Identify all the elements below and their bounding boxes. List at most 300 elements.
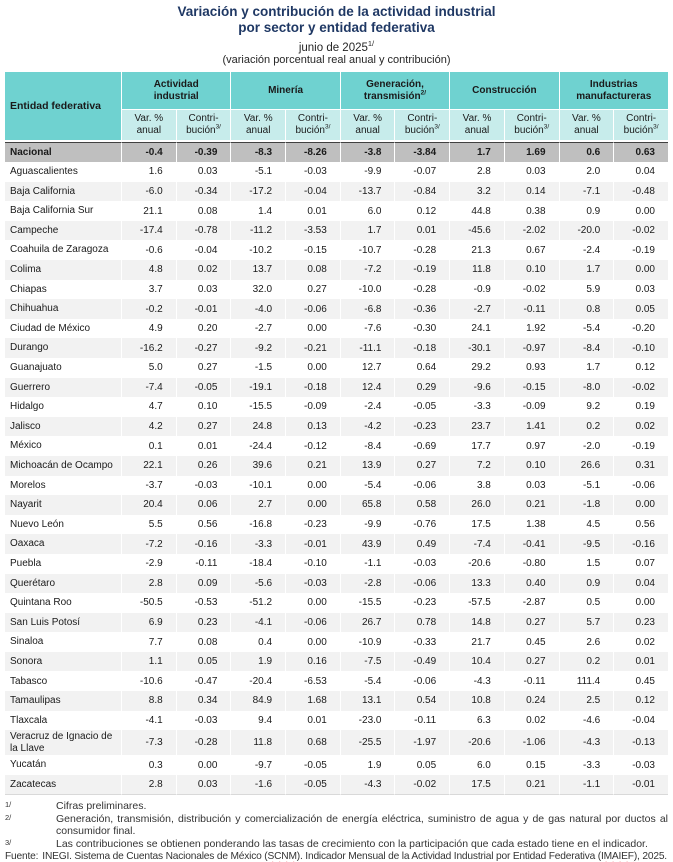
- value-cell: -0.03: [613, 755, 668, 775]
- value-cell: -3.53: [285, 221, 340, 241]
- entity-name: Tlaxcala: [10, 714, 48, 726]
- value-cell: -16.2: [121, 338, 176, 358]
- value-cell: -5.6: [230, 574, 285, 594]
- table-row: [5, 730, 668, 755]
- value-cell: 0.45: [613, 671, 668, 691]
- table-row: [5, 280, 668, 300]
- table-row: [5, 593, 668, 613]
- value-cell: 1.9: [340, 755, 395, 775]
- value-cell: -0.05: [394, 397, 449, 417]
- value-cell: -0.23: [394, 593, 449, 613]
- value-cell: -2.7: [230, 319, 285, 339]
- column-header-var-anual: Var. % anual: [121, 110, 176, 142]
- value-cell: 3.8: [449, 476, 504, 496]
- value-cell: -1.6: [230, 775, 285, 796]
- value-cell: -4.0: [230, 299, 285, 319]
- value-cell: 0.56: [176, 515, 231, 535]
- value-cell: -2.02: [504, 221, 559, 241]
- value-cell: -0.41: [504, 534, 559, 554]
- value-cell: -1.5: [230, 358, 285, 378]
- value-cell: -13.7: [340, 182, 395, 202]
- value-cell: 23.7: [449, 417, 504, 437]
- value-cell: -11.2: [230, 221, 285, 241]
- entity-name: Coahuila de Zaragoza: [10, 244, 109, 256]
- value-cell: 21.7: [449, 632, 504, 652]
- table-row: [5, 691, 668, 711]
- value-cell: 0.68: [285, 730, 340, 755]
- value-cell: -11.1: [340, 338, 395, 358]
- entity-name: Oaxaca: [5, 534, 121, 554]
- value-cell: -0.69: [394, 436, 449, 456]
- value-cell: -0.84: [394, 182, 449, 202]
- value-cell: 21.3: [449, 240, 504, 260]
- value-cell: 1.7: [449, 142, 504, 162]
- value-cell: 0.45: [504, 632, 559, 652]
- value-cell: 2.8: [449, 162, 504, 182]
- value-cell: -0.4: [121, 142, 176, 162]
- value-cell: 26.7: [340, 613, 395, 633]
- value-cell: -0.18: [285, 378, 340, 398]
- value-cell: -10.1: [230, 476, 285, 496]
- table-row: [5, 397, 668, 417]
- value-cell: -0.05: [176, 378, 231, 398]
- value-cell: -0.05: [285, 755, 340, 775]
- value-cell: 0.97: [504, 436, 559, 456]
- value-cell: 0.2: [559, 652, 614, 672]
- value-cell: 9.2: [559, 397, 614, 417]
- value-cell: 0.01: [394, 221, 449, 241]
- value-cell: -0.02: [613, 221, 668, 241]
- value-cell: 0.03: [613, 280, 668, 300]
- value-cell: -0.06: [285, 613, 340, 633]
- page-title-line2: por sector y entidad federativa: [238, 20, 435, 36]
- value-cell: 1.9: [230, 652, 285, 672]
- value-cell: 17.7: [449, 436, 504, 456]
- table-row: [5, 358, 668, 378]
- value-cell: -20.6: [449, 554, 504, 574]
- value-cell: 0.2: [559, 417, 614, 437]
- value-cell: 0.04: [613, 162, 668, 182]
- value-cell: -4.3: [449, 671, 504, 691]
- value-cell: 12.7: [340, 358, 395, 378]
- table-row: [5, 201, 668, 221]
- value-cell: -7.4: [121, 378, 176, 398]
- value-cell: -0.39: [176, 142, 231, 162]
- entity-name: Colima: [5, 260, 121, 280]
- value-cell: -4.3: [340, 775, 395, 796]
- value-cell: 0.34: [176, 691, 231, 711]
- value-cell: -0.18: [394, 338, 449, 358]
- value-cell: 0.05: [176, 652, 231, 672]
- value-cell: -0.16: [613, 534, 668, 554]
- value-cell: -0.80: [504, 554, 559, 574]
- group-header-mineria: Minería: [230, 72, 339, 110]
- value-cell: -0.03: [285, 162, 340, 182]
- value-cell: -0.20: [613, 319, 668, 339]
- table-row: [5, 456, 668, 476]
- value-cell: -0.01: [176, 299, 231, 319]
- value-cell: -0.03: [394, 554, 449, 574]
- value-cell: 1.7: [340, 221, 395, 241]
- value-cell: 0.6: [559, 142, 614, 162]
- value-cell: -0.12: [285, 436, 340, 456]
- value-cell: -8.26: [285, 142, 340, 162]
- value-cell: 0.21: [504, 495, 559, 515]
- value-cell: -0.34: [176, 182, 231, 202]
- column-header-var-anual: Var. % anual: [230, 110, 285, 142]
- source-text: INEGI. Sistema de Cuentas Nacionales de México (SCNM). Indicador Mensual de la Actividad Industrial por Entidad Federativa (IMAIEF), 2025.: [42, 850, 667, 862]
- value-cell: 24.8: [230, 417, 285, 437]
- entity-name: Quintana Roo: [10, 597, 72, 609]
- value-cell: -2.4: [559, 240, 614, 260]
- entity-name: Campeche: [5, 221, 121, 241]
- value-cell: 0.1: [121, 436, 176, 456]
- value-cell: -0.23: [285, 515, 340, 535]
- value-cell: 0.27: [176, 358, 231, 378]
- value-cell: 0.00: [613, 260, 668, 280]
- table-header: [5, 72, 668, 142]
- value-cell: 0.93: [504, 358, 559, 378]
- table-row: [5, 534, 668, 554]
- value-cell: 4.9: [121, 319, 176, 339]
- value-cell: -19.1: [230, 378, 285, 398]
- value-cell: -4.1: [121, 711, 176, 731]
- value-cell: 0.14: [504, 182, 559, 202]
- value-cell: 0.27: [176, 417, 231, 437]
- value-cell: 0.03: [176, 280, 231, 300]
- entity-name: Michoacán de Ocampo: [5, 456, 121, 476]
- entity-name: San Luis Potosí: [5, 613, 121, 633]
- value-cell: -51.2: [230, 593, 285, 613]
- value-cell: 17.5: [449, 775, 504, 796]
- value-cell: 4.8: [121, 260, 176, 280]
- entity-name: Guanajuato: [10, 362, 62, 374]
- value-cell: -10.2: [230, 240, 285, 260]
- value-cell: -7.2: [121, 534, 176, 554]
- value-cell: 0.54: [394, 691, 449, 711]
- value-cell: 0.13: [285, 417, 340, 437]
- value-cell: 1.5: [559, 554, 614, 574]
- table-row: [5, 338, 668, 358]
- entity-name: Baja California Sur: [10, 205, 94, 217]
- imaief-abbreviation: IMAIEF: [600, 850, 634, 862]
- value-cell: 3.2: [449, 182, 504, 202]
- value-cell: -9.6: [449, 378, 504, 398]
- value-cell: -0.03: [176, 476, 231, 496]
- value-cell: 0.08: [176, 632, 231, 652]
- value-cell: -23.0: [340, 711, 395, 731]
- value-cell: -18.4: [230, 554, 285, 574]
- value-cell: -0.97: [504, 338, 559, 358]
- value-cell: 0.02: [613, 417, 668, 437]
- value-cell: 0.12: [394, 201, 449, 221]
- source-line: [5, 851, 668, 862]
- value-cell: -0.01: [613, 775, 668, 796]
- value-cell: 0.00: [285, 632, 340, 652]
- value-cell: 7.2: [449, 456, 504, 476]
- value-cell: -0.04: [613, 711, 668, 731]
- value-cell: -45.6: [449, 221, 504, 241]
- value-cell: -25.5: [340, 730, 395, 755]
- value-cell: 44.8: [449, 201, 504, 221]
- page-title-line1: Variación y contribución de la actividad industrial: [177, 4, 496, 19]
- scnm-abbreviation: SCNM: [267, 850, 297, 862]
- value-cell: -0.09: [285, 397, 340, 417]
- value-cell: -5.4: [559, 319, 614, 339]
- value-cell: 0.10: [176, 397, 231, 417]
- table-row: [5, 613, 668, 633]
- value-cell: 0.38: [504, 201, 559, 221]
- value-cell: -5.4: [340, 671, 395, 691]
- value-cell: -8.0: [559, 378, 614, 398]
- value-cell: -5.1: [230, 162, 285, 182]
- value-cell: -30.1: [449, 338, 504, 358]
- value-cell: -0.03: [176, 711, 231, 731]
- value-cell: 0.56: [613, 515, 668, 535]
- value-cell: 0.63: [613, 142, 668, 162]
- value-cell: -0.19: [613, 436, 668, 456]
- value-cell: -0.11: [504, 671, 559, 691]
- value-cell: 17.5: [449, 515, 504, 535]
- value-cell: -1.8: [559, 495, 614, 515]
- value-cell: -0.28: [394, 240, 449, 260]
- value-cell: 1.92: [504, 319, 559, 339]
- value-cell: 1.68: [285, 691, 340, 711]
- value-cell: 0.26: [176, 456, 231, 476]
- value-cell: -0.04: [176, 240, 231, 260]
- entity-name: Tabasco: [10, 675, 48, 687]
- group-header-construccion: Construcción: [449, 72, 558, 110]
- value-cell: 2.0: [559, 162, 614, 182]
- entity-name: Ciudad de México: [10, 322, 91, 334]
- value-cell: 0.08: [176, 201, 231, 221]
- value-cell: 0.00: [285, 358, 340, 378]
- value-cell: 6.0: [449, 755, 504, 775]
- value-cell: 0.29: [394, 378, 449, 398]
- value-cell: 0.10: [504, 260, 559, 280]
- value-cell: 0.00: [285, 593, 340, 613]
- value-cell: 29.2: [449, 358, 504, 378]
- value-cell: 0.8: [559, 299, 614, 319]
- table-row: [5, 671, 668, 691]
- value-cell: 0.00: [285, 495, 340, 515]
- value-cell: -3.8: [340, 142, 395, 162]
- value-cell: 2.7: [230, 495, 285, 515]
- table-row: [5, 711, 668, 731]
- value-cell: 0.02: [504, 711, 559, 731]
- value-cell: 0.5: [559, 593, 614, 613]
- value-cell: 24.1: [449, 319, 504, 339]
- footnote-text: Cifras preliminares.: [56, 800, 147, 813]
- value-cell: -0.21: [285, 338, 340, 358]
- value-cell: 0.01: [285, 711, 340, 731]
- group-header-generacion-transmision: Generación, transmisión$^{2/}$: [340, 72, 449, 110]
- value-cell: 84.9: [230, 691, 285, 711]
- value-cell: -10.7: [340, 240, 395, 260]
- footnote-marker: 2/: [5, 812, 12, 822]
- value-cell: -57.5: [449, 593, 504, 613]
- value-cell: 2.6: [559, 632, 614, 652]
- table-row: [5, 436, 668, 456]
- entity-name: Hidalgo: [10, 401, 44, 413]
- table-row: [5, 775, 668, 796]
- value-cell: 0.02: [613, 632, 668, 652]
- value-cell: 39.6: [230, 456, 285, 476]
- entity-name: Jalisco: [5, 417, 121, 437]
- value-cell: 0.78: [394, 613, 449, 633]
- value-cell: 7.7: [121, 632, 176, 652]
- value-cell: -0.48: [613, 182, 668, 202]
- value-cell: -0.02: [504, 280, 559, 300]
- value-cell: 1.7: [559, 260, 614, 280]
- entity-name: Tamaulipas: [5, 691, 121, 711]
- entity-name: México: [10, 440, 42, 452]
- value-cell: -0.78: [176, 221, 231, 241]
- footnote-ref-2: 2/: [420, 89, 427, 97]
- value-cell: -0.49: [394, 652, 449, 672]
- value-cell: 0.00: [613, 201, 668, 221]
- value-cell: -0.15: [285, 240, 340, 260]
- value-cell: 0.09: [176, 574, 231, 594]
- value-cell: -7.6: [340, 319, 395, 339]
- value-cell: -3.7: [121, 476, 176, 496]
- value-cell: 0.31: [613, 456, 668, 476]
- column-header-entidad-federativa: Entidad federativa: [5, 72, 121, 142]
- table-row: [5, 755, 668, 775]
- table-row: [5, 378, 668, 398]
- value-cell: -0.33: [394, 632, 449, 652]
- value-cell: -0.02: [394, 775, 449, 796]
- footnote-marker: 3/: [5, 837, 12, 847]
- footnote-2: [5, 813, 668, 838]
- table-row: [5, 182, 668, 202]
- value-cell: 0.03: [176, 775, 231, 796]
- value-cell: -0.19: [613, 240, 668, 260]
- title-block: [0, 0, 673, 67]
- table-body: [5, 142, 668, 795]
- column-header-contribucion: Contri- bución$^{3/}$: [176, 110, 231, 142]
- value-cell: 0.40: [504, 574, 559, 594]
- value-cell: -0.10: [613, 338, 668, 358]
- value-cell: 21.1: [121, 201, 176, 221]
- entity-name: Querétaro: [5, 574, 121, 594]
- footnote-ref-1: 1/: [367, 38, 375, 48]
- value-cell: -7.1: [559, 182, 614, 202]
- value-cell: 10.4: [449, 652, 504, 672]
- value-cell: -0.53: [176, 593, 231, 613]
- entity-name: Baja California: [5, 182, 121, 202]
- table-row: [5, 495, 668, 515]
- value-cell: -0.02: [613, 378, 668, 398]
- value-cell: 14.8: [449, 613, 504, 633]
- value-cell: -10.0: [340, 280, 395, 300]
- value-cell: -0.2: [121, 299, 176, 319]
- value-cell: -0.06: [394, 671, 449, 691]
- value-cell: 0.27: [285, 280, 340, 300]
- footnote-ref-3: 3/: [434, 123, 440, 131]
- value-cell: 0.9: [559, 574, 614, 594]
- value-cell: -20.0: [559, 221, 614, 241]
- value-cell: -2.8: [340, 574, 395, 594]
- value-cell: -3.3: [230, 534, 285, 554]
- table-row: [5, 554, 668, 574]
- footnote-ref-3: 3/: [215, 123, 221, 131]
- value-cell: -7.2: [340, 260, 395, 280]
- value-cell: 1.69: [504, 142, 559, 162]
- entity-name: Zacatecas: [5, 775, 121, 796]
- value-cell: 0.16: [285, 652, 340, 672]
- value-cell: -10.9: [340, 632, 395, 652]
- value-cell: -0.16: [176, 534, 231, 554]
- value-cell: -5.4: [340, 476, 395, 496]
- value-cell: -0.06: [285, 299, 340, 319]
- value-cell: 26.0: [449, 495, 504, 515]
- value-cell: -0.11: [504, 299, 559, 319]
- value-cell: 0.27: [504, 613, 559, 633]
- value-cell: -3.3: [559, 755, 614, 775]
- value-cell: -1.06: [504, 730, 559, 755]
- value-cell: 22.1: [121, 456, 176, 476]
- value-cell: 12.4: [340, 378, 395, 398]
- value-cell: 0.05: [394, 755, 449, 775]
- value-cell: 0.03: [176, 162, 231, 182]
- value-cell: -0.23: [394, 417, 449, 437]
- value-cell: 1.4: [230, 201, 285, 221]
- column-header-contribucion: Contri- bución$^{3/}$: [613, 110, 668, 142]
- value-cell: 0.00: [613, 593, 668, 613]
- value-cell: 0.23: [613, 613, 668, 633]
- value-cell: -3.84: [394, 142, 449, 162]
- value-cell: -2.7: [449, 299, 504, 319]
- table-row: [5, 652, 668, 672]
- value-cell: 0.21: [285, 456, 340, 476]
- value-cell: 0.04: [613, 574, 668, 594]
- entity-name: Guerrero: [5, 378, 121, 398]
- value-cell: 2.5: [559, 691, 614, 711]
- value-cell: -2.9: [121, 554, 176, 574]
- value-cell: 0.00: [176, 755, 231, 775]
- value-cell: -16.8: [230, 515, 285, 535]
- value-cell: -0.19: [394, 260, 449, 280]
- value-cell: -0.09: [504, 397, 559, 417]
- value-cell: 1.41: [504, 417, 559, 437]
- value-cell: -17.2: [230, 182, 285, 202]
- value-cell: -0.47: [176, 671, 231, 691]
- value-cell: 5.0: [121, 358, 176, 378]
- entity-name: Aguascalientes: [10, 166, 78, 178]
- value-cell: 20.4: [121, 495, 176, 515]
- value-cell: 8.8: [121, 691, 176, 711]
- value-cell: -0.11: [176, 554, 231, 574]
- table-row: [5, 260, 668, 280]
- page-title: [0, 4, 673, 37]
- footnote-3: [5, 838, 668, 850]
- value-cell: 0.01: [285, 201, 340, 221]
- value-cell: 11.8: [449, 260, 504, 280]
- entity-name: Chihuahua: [5, 299, 121, 319]
- value-cell: 4.7: [121, 397, 176, 417]
- value-cell: -7.4: [449, 534, 504, 554]
- value-cell: 5.5: [121, 515, 176, 535]
- footnote-marker: 1/: [5, 800, 12, 810]
- value-cell: -8.4: [340, 436, 395, 456]
- value-cell: 1.38: [504, 515, 559, 535]
- column-header-var-anual: Var. % anual: [559, 110, 614, 142]
- value-cell: 4.2: [121, 417, 176, 437]
- value-cell: 1.1: [121, 652, 176, 672]
- table-row: [5, 515, 668, 535]
- value-cell: 0.64: [394, 358, 449, 378]
